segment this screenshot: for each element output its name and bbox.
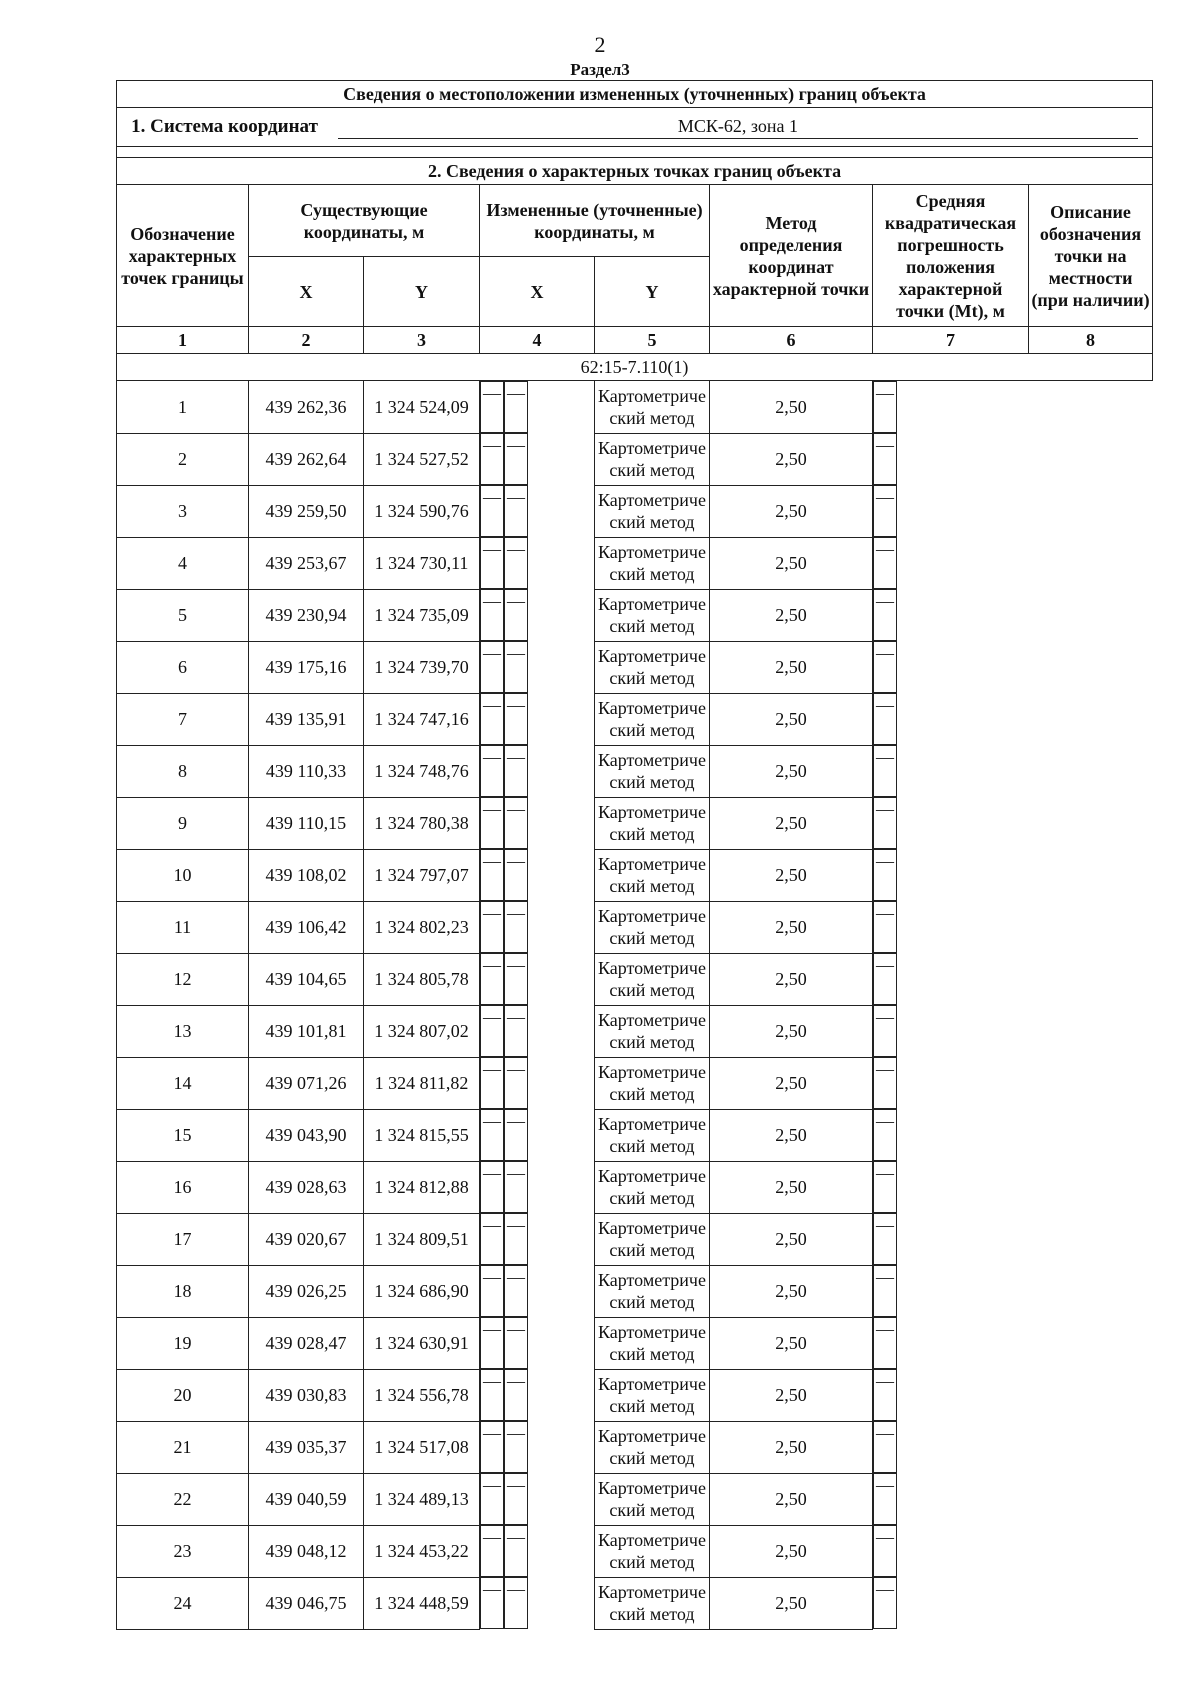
changed-y-cell: —: [504, 1473, 528, 1525]
header-description: Описание обозначения точки на местности (при наличии): [1029, 185, 1153, 327]
col-number: 8: [1029, 327, 1153, 354]
existing-y-cell: 1 324 797,07: [364, 849, 480, 901]
existing-y-cell: 1 324 739,70: [364, 641, 480, 693]
changed-y-cell: —: [504, 953, 528, 1005]
table-row: [117, 1577, 1153, 1629]
description-cell: —: [873, 485, 897, 537]
point-number-cell: 4: [117, 537, 249, 589]
existing-x-cell: 439 071,26: [249, 1057, 364, 1109]
method-cell: Картометрический метод: [595, 797, 710, 849]
point-number-cell: 14: [117, 1057, 249, 1109]
existing-y-cell: 1 324 556,78: [364, 1369, 480, 1421]
header-method: Метод определения координат характерной точки: [710, 185, 873, 327]
error-cell: 2,50: [710, 1317, 873, 1369]
error-cell: 2,50: [710, 589, 873, 641]
method-cell: Картометрический метод: [595, 1265, 710, 1317]
existing-x-cell: 439 259,50: [249, 485, 364, 537]
changed-y-cell: —: [504, 797, 528, 849]
col-number: 5: [595, 327, 710, 354]
table-row: [117, 1265, 1153, 1317]
description-cell: —: [873, 745, 897, 797]
changed-x-cell: —: [480, 1109, 504, 1161]
description-cell: —: [873, 1317, 897, 1369]
table-row: [117, 953, 1153, 1005]
error-cell: 2,50: [710, 1421, 873, 1473]
existing-x-cell: 439 230,94: [249, 589, 364, 641]
changed-y-cell: —: [504, 1161, 528, 1213]
error-cell: 2,50: [710, 1057, 873, 1109]
point-number-cell: 5: [117, 589, 249, 641]
error-cell: 2,50: [710, 1525, 873, 1577]
table-row: [117, 537, 1153, 589]
point-number-cell: 18: [117, 1265, 249, 1317]
table-row: [117, 1005, 1153, 1057]
error-cell: 2,50: [710, 537, 873, 589]
boundary-points-table: [116, 80, 1153, 1630]
description-cell: —: [873, 433, 897, 485]
method-cell: Картометрический метод: [595, 1213, 710, 1265]
description-cell: —: [873, 1161, 897, 1213]
col-number: 6: [710, 327, 873, 354]
changed-x-cell: —: [480, 485, 504, 537]
method-cell: Картометрический метод: [595, 1525, 710, 1577]
point-number-cell: 23: [117, 1525, 249, 1577]
error-cell: 2,50: [710, 1473, 873, 1525]
existing-y-cell: 1 324 590,76: [364, 485, 480, 537]
point-number-cell: 1: [117, 381, 249, 434]
header-existing-y: Y: [364, 257, 480, 327]
changed-y-cell: —: [504, 901, 528, 953]
existing-y-cell: 1 324 802,23: [364, 901, 480, 953]
existing-y-cell: 1 324 489,13: [364, 1473, 480, 1525]
changed-x-cell: —: [480, 1161, 504, 1213]
error-cell: 2,50: [710, 1369, 873, 1421]
point-number-cell: 2: [117, 433, 249, 485]
header-error: Средняя квадратическая погрешность положения характерной точки (Mt), м: [873, 185, 1029, 327]
description-cell: —: [873, 849, 897, 901]
existing-y-cell: 1 324 448,59: [364, 1577, 480, 1629]
error-cell: 2,50: [710, 485, 873, 537]
error-cell: 2,50: [710, 953, 873, 1005]
error-cell: 2,50: [710, 641, 873, 693]
existing-y-cell: 1 324 730,11: [364, 537, 480, 589]
error-cell: 2,50: [710, 1161, 873, 1213]
existing-x-cell: 439 135,91: [249, 693, 364, 745]
changed-x-cell: —: [480, 849, 504, 901]
error-cell: 2,50: [710, 797, 873, 849]
table-row: [117, 1213, 1153, 1265]
header-changed-x: X: [480, 257, 595, 327]
existing-x-cell: 439 110,15: [249, 797, 364, 849]
method-cell: Картометрический метод: [595, 1577, 710, 1629]
method-cell: Картометрический метод: [595, 1057, 710, 1109]
changed-y-cell: —: [504, 1213, 528, 1265]
existing-y-cell: 1 324 527,52: [364, 433, 480, 485]
existing-x-cell: 439 030,83: [249, 1369, 364, 1421]
existing-y-cell: 1 324 811,82: [364, 1057, 480, 1109]
changed-x-cell: —: [480, 693, 504, 745]
table-row: [117, 381, 1153, 434]
method-cell: Картометрический метод: [595, 1161, 710, 1213]
existing-x-cell: 439 262,36: [249, 381, 364, 434]
description-cell: —: [873, 1421, 897, 1473]
error-cell: 2,50: [710, 1213, 873, 1265]
method-cell: Картометрический метод: [595, 641, 710, 693]
table-row: [117, 1057, 1153, 1109]
changed-y-cell: —: [504, 1577, 528, 1629]
description-cell: —: [873, 1005, 897, 1057]
existing-y-cell: 1 324 815,55: [364, 1109, 480, 1161]
changed-x-cell: —: [480, 1473, 504, 1525]
section-title: Раздел3: [570, 60, 630, 79]
point-number-cell: 19: [117, 1317, 249, 1369]
point-number-cell: 24: [117, 1577, 249, 1629]
table-row: [117, 901, 1153, 953]
header-designation: Обозначение характерных точек границы: [117, 185, 249, 327]
changed-x-cell: —: [480, 433, 504, 485]
table-row: [117, 433, 1153, 485]
existing-x-cell: 439 026,25: [249, 1265, 364, 1317]
point-number-cell: 17: [117, 1213, 249, 1265]
error-cell: 2,50: [710, 1109, 873, 1161]
coord-system-row: [117, 108, 1153, 147]
existing-y-cell: 1 324 453,22: [364, 1525, 480, 1577]
table-row: [117, 1109, 1153, 1161]
changed-x-cell: —: [480, 797, 504, 849]
table-row: [117, 849, 1153, 901]
point-number-cell: 20: [117, 1369, 249, 1421]
error-cell: 2,50: [710, 745, 873, 797]
error-cell: 2,50: [710, 693, 873, 745]
table-row: [117, 589, 1153, 641]
changed-x-cell: —: [480, 1525, 504, 1577]
changed-x-cell: —: [480, 1369, 504, 1421]
description-cell: —: [873, 1473, 897, 1525]
col-number: 7: [873, 327, 1029, 354]
table-row: [117, 1317, 1153, 1369]
changed-y-cell: —: [504, 1369, 528, 1421]
changed-y-cell: —: [504, 745, 528, 797]
col-number: 2: [249, 327, 364, 354]
changed-x-cell: —: [480, 1213, 504, 1265]
table-row: [117, 641, 1153, 693]
changed-y-cell: —: [504, 537, 528, 589]
point-number-cell: 11: [117, 901, 249, 953]
description-cell: —: [873, 1369, 897, 1421]
changed-x-cell: —: [480, 745, 504, 797]
changed-x-cell: —: [480, 1057, 504, 1109]
points-title: 2. Сведения о характерных точках границ объекта: [117, 158, 1153, 185]
parcel-id: 62:15-7.110(1): [117, 354, 1153, 381]
changed-y-cell: —: [504, 1265, 528, 1317]
point-number-cell: 7: [117, 693, 249, 745]
existing-y-cell: 1 324 735,09: [364, 589, 480, 641]
method-cell: Картометрический метод: [595, 589, 710, 641]
description-cell: —: [873, 641, 897, 693]
changed-y-cell: —: [504, 433, 528, 485]
method-cell: Картометрический метод: [595, 849, 710, 901]
changed-x-cell: —: [480, 589, 504, 641]
coord-system-label: 1. Система координат: [131, 116, 318, 137]
existing-y-cell: 1 324 809,51: [364, 1213, 480, 1265]
table-row: [117, 797, 1153, 849]
table-row: [117, 485, 1153, 537]
changed-x-cell: —: [480, 953, 504, 1005]
existing-x-cell: 439 035,37: [249, 1421, 364, 1473]
table-title: Сведения о местоположении измененных (уточненных) границ объекта: [117, 81, 1153, 108]
existing-x-cell: 439 262,64: [249, 433, 364, 485]
method-cell: Картометрический метод: [595, 953, 710, 1005]
changed-x-cell: —: [480, 1265, 504, 1317]
changed-y-cell: —: [504, 589, 528, 641]
description-cell: —: [873, 953, 897, 1005]
existing-y-cell: 1 324 780,38: [364, 797, 480, 849]
existing-y-cell: 1 324 747,16: [364, 693, 480, 745]
existing-y-cell: 1 324 630,91: [364, 1317, 480, 1369]
table-row: [117, 745, 1153, 797]
changed-y-cell: —: [504, 381, 528, 433]
method-cell: Картометрический метод: [595, 1369, 710, 1421]
point-number-cell: 6: [117, 641, 249, 693]
header-changed-y: Y: [595, 257, 710, 327]
col-number: 3: [364, 327, 480, 354]
point-number-cell: 22: [117, 1473, 249, 1525]
changed-x-cell: —: [480, 641, 504, 693]
description-cell: —: [873, 1057, 897, 1109]
changed-y-cell: —: [504, 485, 528, 537]
changed-x-cell: —: [480, 381, 504, 433]
table-row: [117, 1369, 1153, 1421]
method-cell: Картометрический метод: [595, 1005, 710, 1057]
existing-x-cell: 439 253,67: [249, 537, 364, 589]
existing-y-cell: 1 324 517,08: [364, 1421, 480, 1473]
table-row: [117, 1161, 1153, 1213]
error-cell: 2,50: [710, 1577, 873, 1629]
existing-x-cell: 439 028,47: [249, 1317, 364, 1369]
description-cell: —: [873, 1213, 897, 1265]
col-number: 4: [480, 327, 595, 354]
changed-y-cell: —: [504, 1109, 528, 1161]
spacer: [117, 147, 1153, 158]
table-row: [117, 1473, 1153, 1525]
existing-x-cell: 439 106,42: [249, 901, 364, 953]
table-row: [117, 1525, 1153, 1577]
existing-x-cell: 439 110,33: [249, 745, 364, 797]
changed-x-cell: —: [480, 1421, 504, 1473]
changed-y-cell: —: [504, 849, 528, 901]
description-cell: —: [873, 537, 897, 589]
existing-y-cell: 1 324 748,76: [364, 745, 480, 797]
error-cell: 2,50: [710, 433, 873, 485]
description-cell: —: [873, 797, 897, 849]
col-number: 1: [117, 327, 249, 354]
error-cell: 2,50: [710, 1265, 873, 1317]
point-number-cell: 9: [117, 797, 249, 849]
page-number: 2: [594, 32, 606, 57]
error-cell: 2,50: [710, 901, 873, 953]
existing-x-cell: 439 104,65: [249, 953, 364, 1005]
method-cell: Картометрический метод: [595, 1109, 710, 1161]
changed-x-cell: —: [480, 901, 504, 953]
header-existing-x: X: [249, 257, 364, 327]
existing-x-cell: 439 175,16: [249, 641, 364, 693]
description-cell: —: [873, 901, 897, 953]
existing-x-cell: 439 101,81: [249, 1005, 364, 1057]
method-cell: Картометрический метод: [595, 745, 710, 797]
method-cell: Картометрический метод: [595, 537, 710, 589]
existing-y-cell: 1 324 807,02: [364, 1005, 480, 1057]
changed-y-cell: —: [504, 641, 528, 693]
error-cell: 2,50: [710, 1005, 873, 1057]
existing-x-cell: 439 043,90: [249, 1109, 364, 1161]
existing-x-cell: 439 020,67: [249, 1213, 364, 1265]
error-cell: 2,50: [710, 381, 873, 434]
description-cell: —: [873, 1525, 897, 1577]
table-row: [117, 1421, 1153, 1473]
table-row: [117, 693, 1153, 745]
existing-x-cell: 439 108,02: [249, 849, 364, 901]
method-cell: Картометрический метод: [595, 1473, 710, 1525]
changed-x-cell: —: [480, 1317, 504, 1369]
changed-y-cell: —: [504, 1057, 528, 1109]
changed-y-cell: —: [504, 1005, 528, 1057]
description-cell: —: [873, 693, 897, 745]
changed-x-cell: —: [480, 1005, 504, 1057]
existing-x-cell: 439 028,63: [249, 1161, 364, 1213]
description-cell: —: [873, 589, 897, 641]
point-number-cell: 21: [117, 1421, 249, 1473]
method-cell: Картометрический метод: [595, 693, 710, 745]
description-cell: —: [873, 1265, 897, 1317]
existing-x-cell: 439 040,59: [249, 1473, 364, 1525]
description-cell: —: [873, 381, 897, 433]
changed-y-cell: —: [504, 693, 528, 745]
description-cell: —: [873, 1109, 897, 1161]
header-existing-coords: Существующие координаты, м: [249, 185, 480, 257]
point-number-cell: 8: [117, 745, 249, 797]
point-number-cell: 3: [117, 485, 249, 537]
changed-x-cell: —: [480, 1577, 504, 1629]
point-number-cell: 15: [117, 1109, 249, 1161]
point-number-cell: 10: [117, 849, 249, 901]
existing-x-cell: 439 048,12: [249, 1525, 364, 1577]
method-cell: Картометрический метод: [595, 1421, 710, 1473]
existing-y-cell: 1 324 524,09: [364, 381, 480, 434]
existing-y-cell: 1 324 812,88: [364, 1161, 480, 1213]
method-cell: Картометрический метод: [595, 381, 710, 434]
description-cell: —: [873, 1577, 897, 1629]
coord-system-value: МСК-62, зона 1: [338, 115, 1138, 139]
method-cell: Картометрический метод: [595, 433, 710, 485]
error-cell: 2,50: [710, 849, 873, 901]
method-cell: Картометрический метод: [595, 1317, 710, 1369]
existing-y-cell: 1 324 805,78: [364, 953, 480, 1005]
method-cell: Картометрический метод: [595, 485, 710, 537]
method-cell: Картометрический метод: [595, 901, 710, 953]
existing-x-cell: 439 046,75: [249, 1577, 364, 1629]
changed-y-cell: —: [504, 1421, 528, 1473]
changed-y-cell: —: [504, 1525, 528, 1577]
changed-x-cell: —: [480, 537, 504, 589]
header-changed-coords: Измененные (уточненные) координаты, м: [480, 185, 710, 257]
changed-y-cell: —: [504, 1317, 528, 1369]
point-number-cell: 13: [117, 1005, 249, 1057]
point-number-cell: 12: [117, 953, 249, 1005]
existing-y-cell: 1 324 686,90: [364, 1265, 480, 1317]
point-number-cell: 16: [117, 1161, 249, 1213]
